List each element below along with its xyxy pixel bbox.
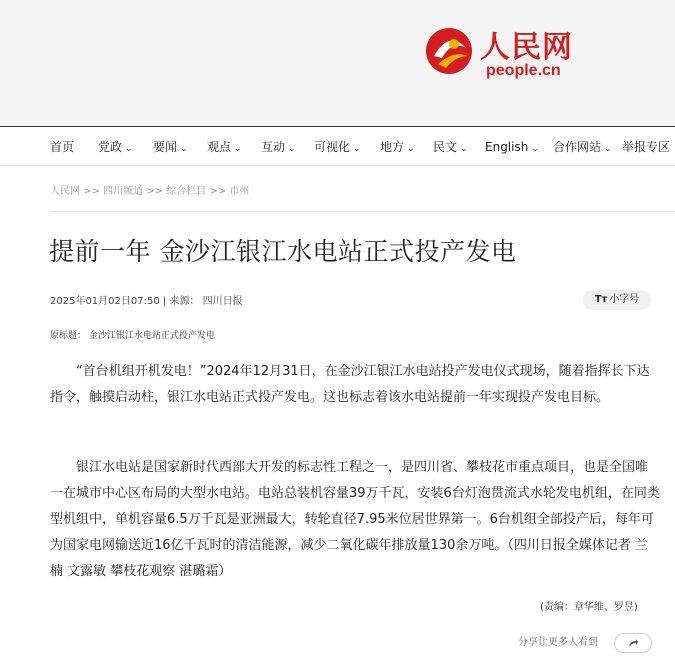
font-size-icon: Tт	[594, 294, 608, 305]
breadcrumb-item-people[interactable]: 人民网	[50, 186, 80, 197]
chevron-down-icon: ⌄	[180, 144, 188, 154]
main-nav	[0, 126, 675, 166]
article-date: 2025年01月02日07:50	[50, 296, 160, 307]
breadcrumb-item-sichuan[interactable]: 四川频道	[103, 186, 144, 197]
nav-item-english[interactable]	[485, 127, 539, 167]
breadcrumb	[50, 182, 249, 197]
nav-item-label: 互动	[261, 140, 286, 154]
breadcrumb-divider	[50, 211, 675, 212]
nav-item-label: 党政	[98, 140, 123, 154]
chevron-down-icon: ⌄	[353, 144, 361, 154]
chevron-down-icon: ⌄	[407, 144, 415, 154]
nav-item-local[interactable]	[380, 127, 415, 167]
people-emblem-icon	[424, 26, 474, 76]
chevron-down-icon: ⌄	[531, 144, 539, 154]
chevron-down-icon: ⌄	[288, 144, 296, 154]
source-label: 来源：	[169, 296, 200, 307]
chevron-down-icon: ⌄	[234, 144, 242, 154]
nav-item-party[interactable]	[98, 127, 133, 167]
nav-item-visual[interactable]	[314, 127, 361, 167]
logo-chinese-text: 人民网	[480, 30, 573, 65]
share-button[interactable]	[614, 633, 652, 653]
breadcrumb-separator: >>	[83, 186, 100, 197]
chevron-down-icon: ⌄	[460, 144, 468, 154]
article-meta	[50, 292, 243, 307]
nav-item-partners[interactable]	[553, 127, 612, 167]
people-logo[interactable]	[424, 22, 574, 88]
breadcrumb-item-city[interactable]: 市州	[229, 186, 250, 197]
logo-english-text: people.cn	[486, 62, 561, 79]
meta-separator: |	[162, 296, 167, 307]
nav-item-label: 要闻	[153, 140, 178, 154]
font-size-label: 小字号	[609, 294, 640, 305]
font-size-toggle-button[interactable]	[583, 290, 651, 310]
article-editor: (责编：章华维、罗昱)	[540, 602, 638, 613]
nav-item-home[interactable]	[50, 127, 74, 167]
nav-item-label: 观点	[207, 140, 232, 154]
nav-item-label: 地方	[380, 140, 405, 154]
share-label: 分享让更多人看到	[518, 637, 598, 648]
nav-item-label: 首页	[50, 140, 75, 154]
nav-item-label: English	[485, 140, 529, 154]
breadcrumb-separator: >>	[209, 186, 227, 197]
nav-item-interact[interactable]	[261, 127, 296, 167]
nav-item-news[interactable]	[153, 127, 188, 167]
site-header	[0, 0, 675, 126]
chevron-down-icon: ⌄	[125, 144, 133, 154]
nav-item-label: 举报专区	[622, 140, 671, 154]
breadcrumb-separator: >>	[146, 186, 164, 197]
chevron-down-icon: ⌄	[604, 144, 612, 154]
nav-item-label: 合作网站	[553, 140, 602, 154]
nav-item-opinion[interactable]	[207, 127, 242, 167]
nav-item-label: 民文	[433, 140, 458, 154]
article-paragraph: “首台机组开机发电！”2024年12月31日，在金沙江银江水电站投产发电仪式现场，随着指挥长下达指令，触摸启动柱，银江水电站正式投产发电。这也标志着该水电站提前一年实现投产发电目标。	[50, 364, 650, 405]
breadcrumb-item-general[interactable]: 综合栏目	[166, 186, 207, 197]
article-source[interactable]: 四川日报	[202, 296, 243, 307]
article-title: 提前一年 金沙江银江水电站正式投产发电	[49, 237, 517, 266]
nav-item-ethnic[interactable]	[433, 127, 468, 167]
share-icon	[627, 637, 639, 649]
article-paragraph: 银江水电站是国家新时代西部大开发的标志性工程之一，是四川省、攀枝花市重点项目，也是全国唯一在城市中心区布局的大型水电站。电站总装机容量39万千瓦，安装6台灯泡贯流式水轮发电机组，在同类型机组中，单机容量6.5万千瓦是亚洲最大，转轮直径7.95米位居世界第一。6台机组全部投产后，每年可为国家电网输送近16亿千瓦时的清洁能源，减少二氧化碳年排放量130余万吨。（四川日报全媒体记者 兰楠 文露敏 攀枝花观察 湛璐霜）	[50, 460, 660, 579]
nav-item-label: 可视化	[314, 140, 351, 154]
nav-item-report[interactable]	[622, 127, 670, 167]
original-title: 原标题： 金沙江银江水电站正式投产发电	[50, 331, 215, 341]
